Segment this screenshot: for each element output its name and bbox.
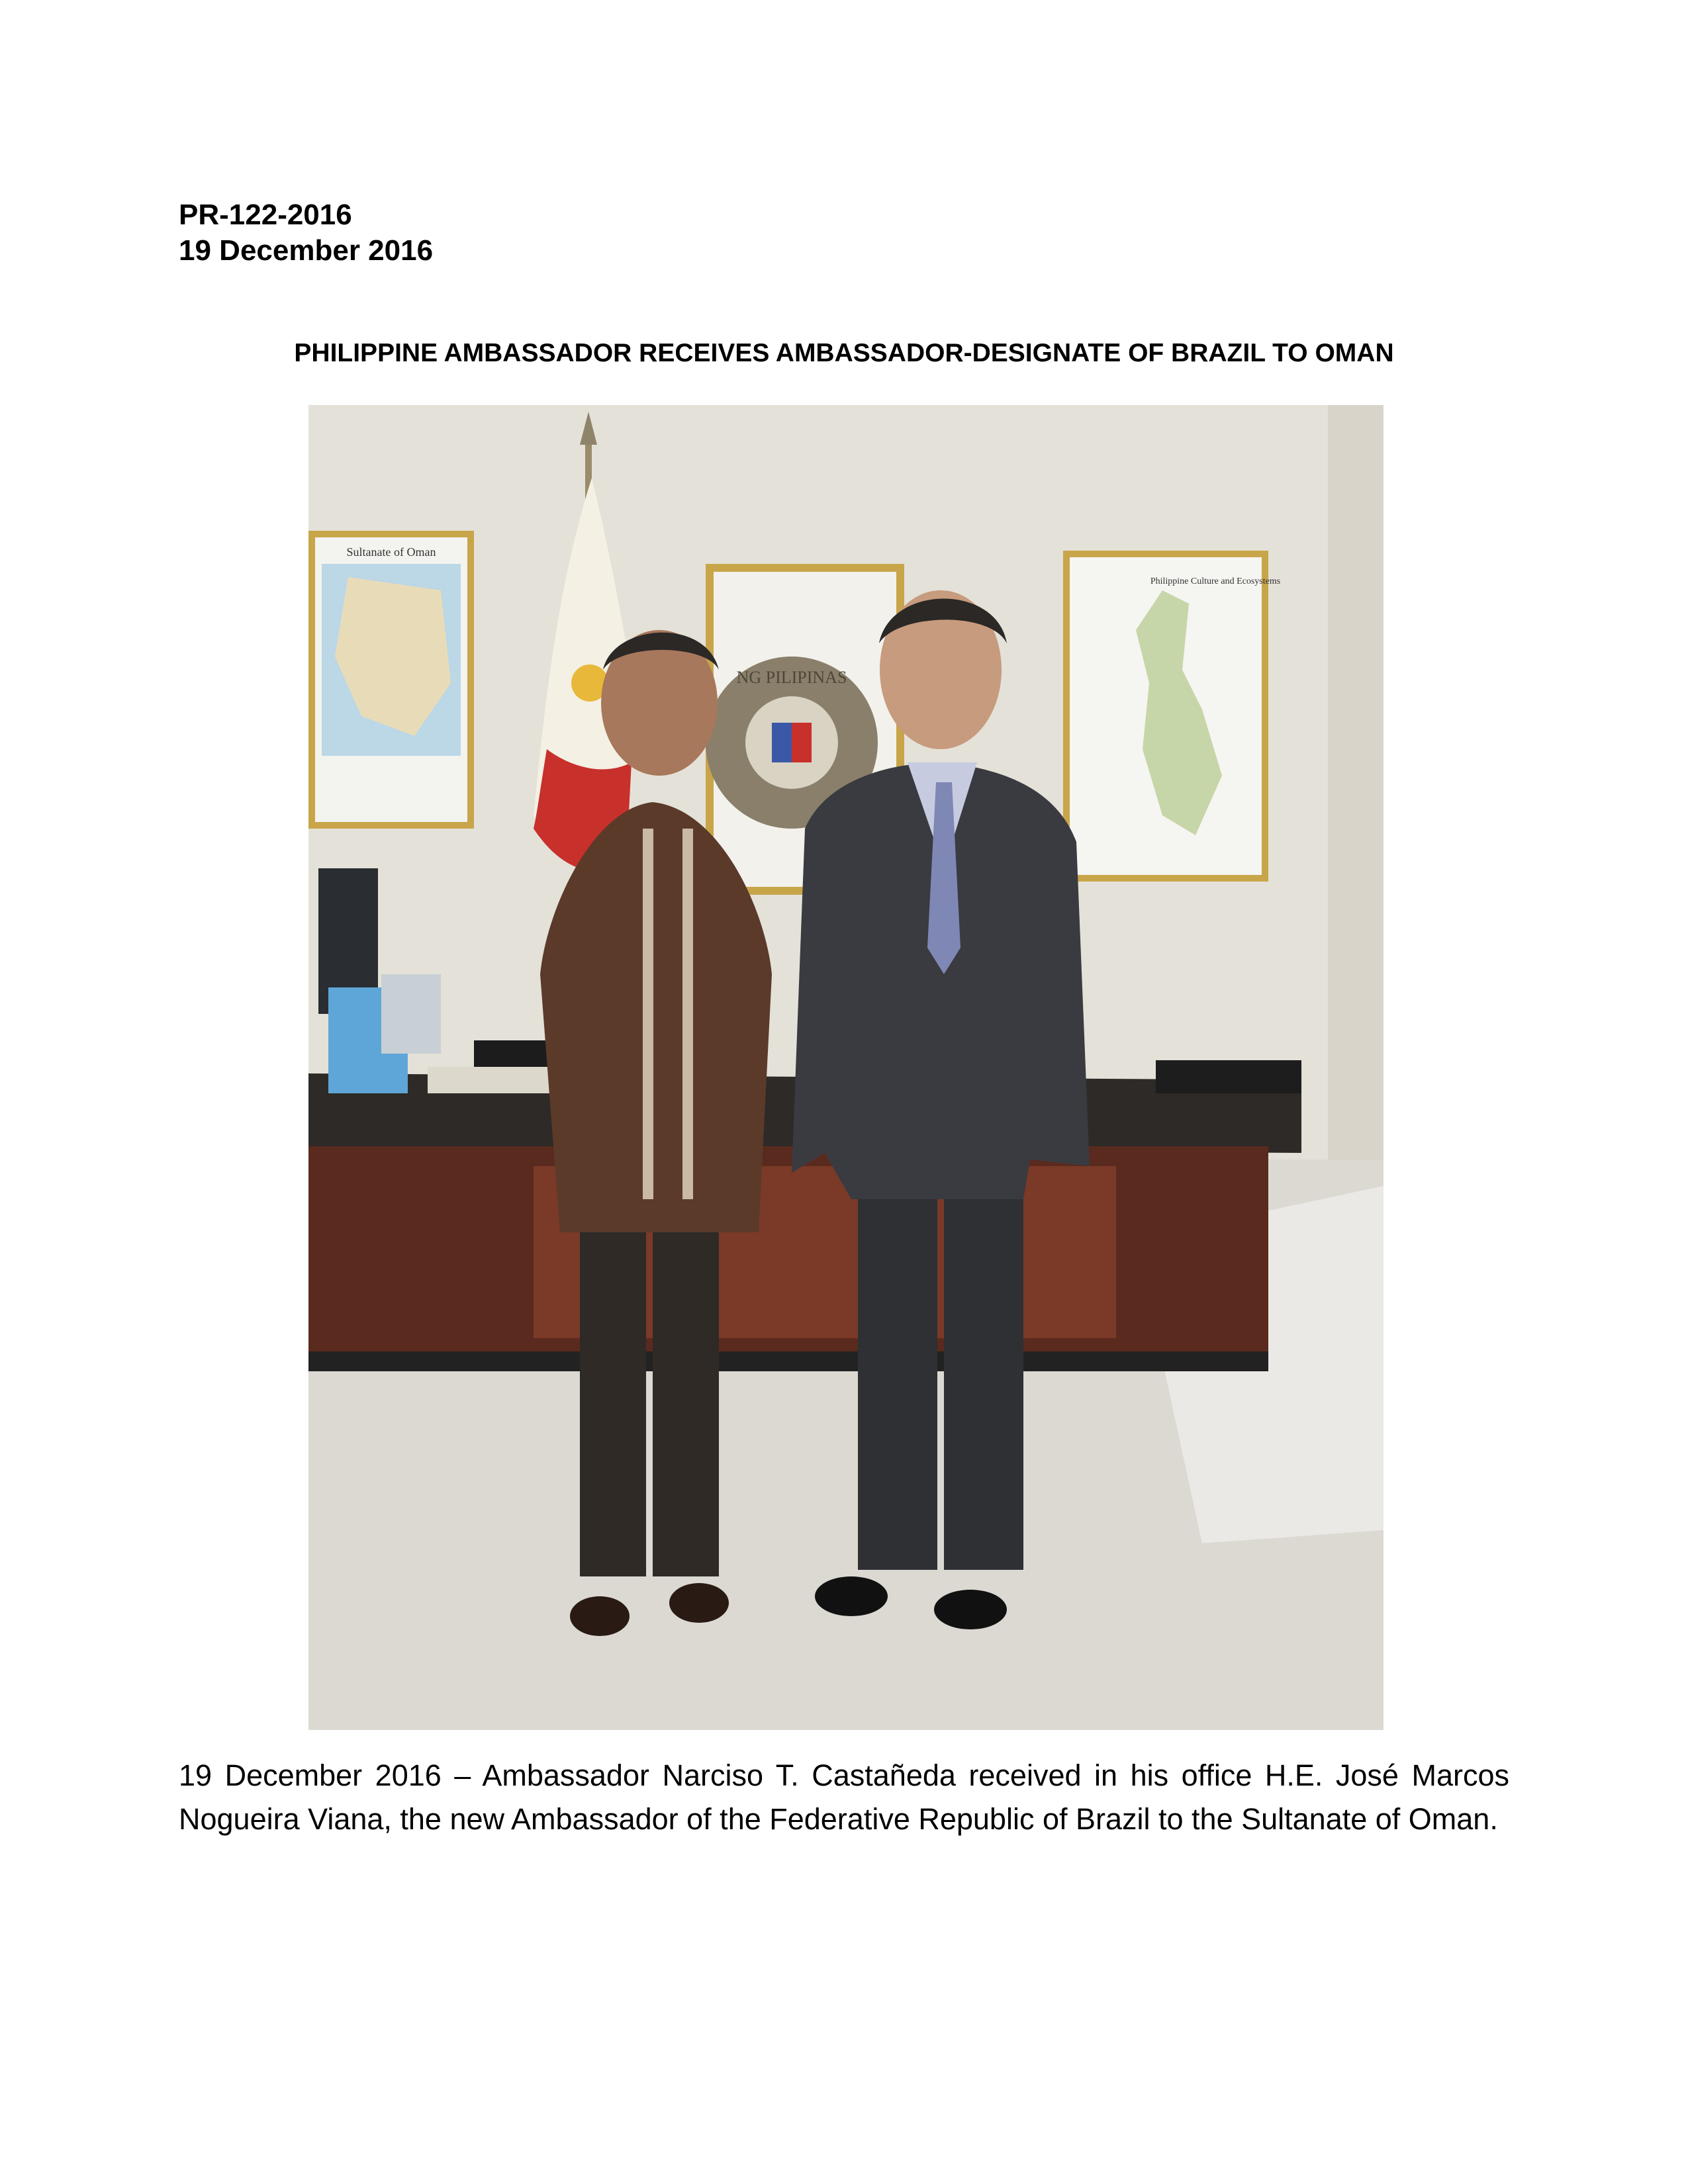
photo-caption: 19 December 2016 – Ambassador Narciso T. Castañeda received in his office H.E. José Marcos Nogueira Viana, the new Ambassador of the Federative Republic of Brazil to the Sultanate of Oman. <box>179 1758 1509 1836</box>
seal-text: NG PILIPINAS <box>736 668 847 687</box>
philippines-map-title: Philippine Culture and Ecosystems <box>1150 576 1281 586</box>
document-tray <box>1156 1060 1301 1093</box>
oman-map-title: Sultanate of Oman <box>346 545 436 559</box>
desk-phone <box>474 1040 553 1067</box>
header-block <box>179 197 433 269</box>
printer <box>381 974 441 1054</box>
wall-corner <box>1328 405 1383 1239</box>
embassy-photo <box>308 405 1383 1730</box>
document-date: 19 December 2016 <box>179 234 434 267</box>
photo-scene <box>308 405 1383 1730</box>
reference-number: PR-122-2016 <box>179 199 352 231</box>
page-title: PHILIPPINE AMBASSADOR RECEIVES AMBASSADOR-DESIGNATE OF BRAZIL TO OMAN <box>294 339 1394 367</box>
